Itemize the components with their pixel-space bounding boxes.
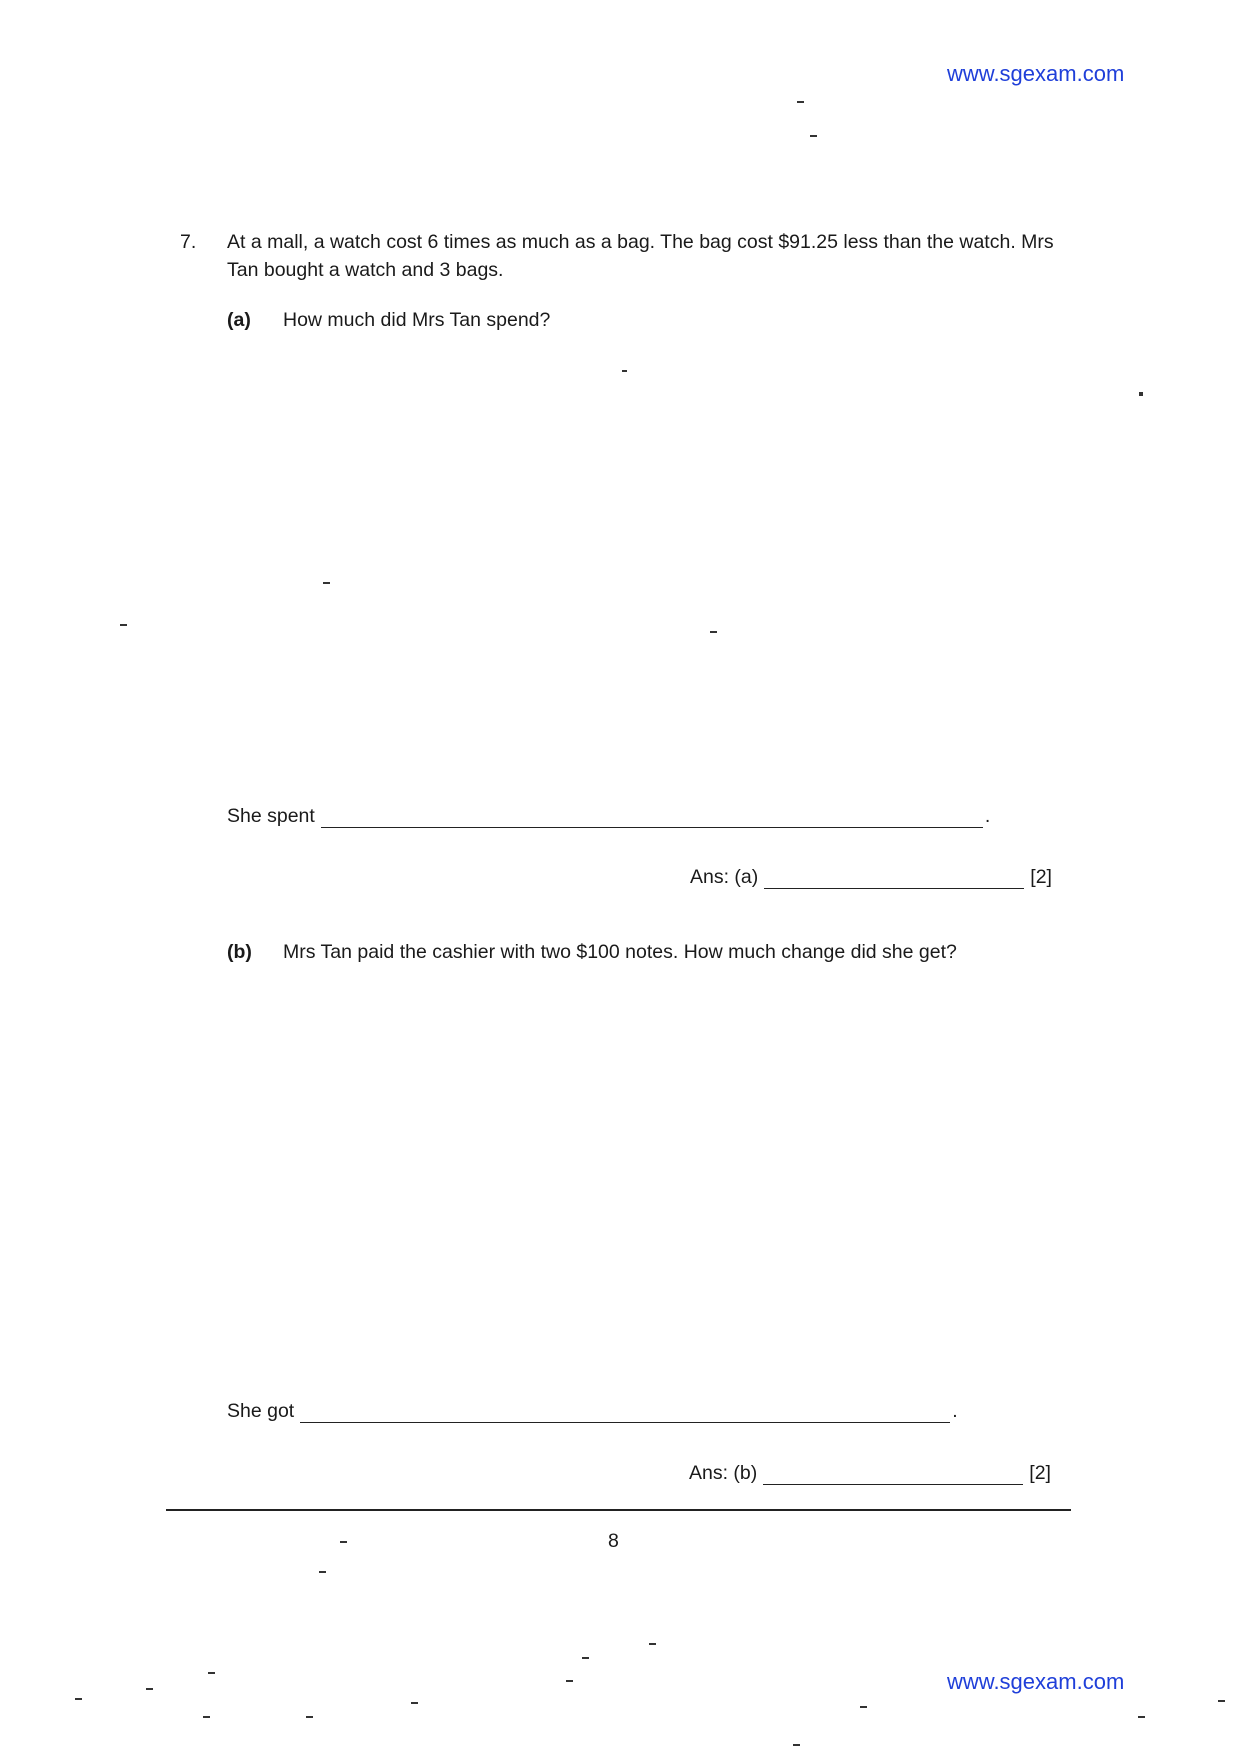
question-text: At a mall, a watch cost 6 times as much as a bag. The bag cost $91.25 less than the watch. Mrs Tan bought a watch and 3 bags.: [227, 231, 1054, 281]
scan-speck: [710, 631, 717, 633]
scan-speck: [319, 1571, 326, 1573]
part-a-answer-blank[interactable]: [764, 870, 1024, 889]
scan-speck: [566, 1680, 573, 1682]
part-a-sentence-suffix: .: [984, 805, 991, 827]
part-b-marks: [2]: [1029, 1462, 1051, 1484]
part-a-label: (a): [227, 309, 251, 331]
scan-speck: [146, 1688, 153, 1690]
scan-speck: [306, 1716, 313, 1718]
scan-speck: [860, 1706, 867, 1708]
part-a-working-sentence: [227, 805, 990, 828]
part-a-sentence-blank[interactable]: [321, 809, 983, 828]
part-b-label: (b): [227, 941, 252, 963]
part-a-question: How much did Mrs Tan spend?: [283, 309, 551, 331]
scan-speck: [797, 101, 804, 103]
scan-speck: [75, 1698, 82, 1700]
part-b-answer-label: Ans: (b): [689, 1462, 758, 1484]
scan-speck: [582, 1657, 589, 1659]
scan-speck: [810, 135, 817, 137]
page-number: 8: [608, 1530, 619, 1552]
part-a-answer-line: [690, 866, 1052, 889]
scan-speck: [120, 624, 127, 626]
scan-speck: [1138, 1716, 1145, 1718]
part-b-answer-blank[interactable]: [763, 1466, 1023, 1485]
scan-speck: [323, 582, 330, 584]
footer-divider: [166, 1509, 1071, 1511]
scan-speck: [1139, 392, 1143, 396]
part-b-sentence-suffix: .: [952, 1400, 958, 1422]
scan-speck: [340, 1541, 347, 1543]
scan-speck: [411, 1702, 418, 1704]
scan-speck: [203, 1716, 210, 1718]
part-b-question: Mrs Tan paid the cashier with two $100 notes. How much change did she get?: [283, 941, 957, 963]
watermark-bottom[interactable]: www.sgexam.com: [947, 1669, 1125, 1694]
part-a-answer-label: Ans: (a): [690, 866, 759, 888]
part-b-sentence-blank[interactable]: [300, 1404, 950, 1423]
part-a-sentence-prefix: She spent: [227, 805, 315, 827]
scan-speck: [1218, 1700, 1225, 1702]
scan-speck: [208, 1672, 215, 1674]
scan-speck: [622, 370, 627, 372]
scan-speck: [793, 1744, 800, 1746]
part-b-working-sentence: [227, 1400, 958, 1423]
question-number: 7.: [180, 231, 197, 253]
part-b-sentence-prefix: She got: [227, 1400, 295, 1422]
part-a-marks: [2]: [1030, 866, 1052, 888]
scan-speck: [649, 1643, 656, 1645]
part-b-answer-line: [689, 1462, 1051, 1485]
watermark-top[interactable]: www.sgexam.com: [947, 61, 1125, 86]
